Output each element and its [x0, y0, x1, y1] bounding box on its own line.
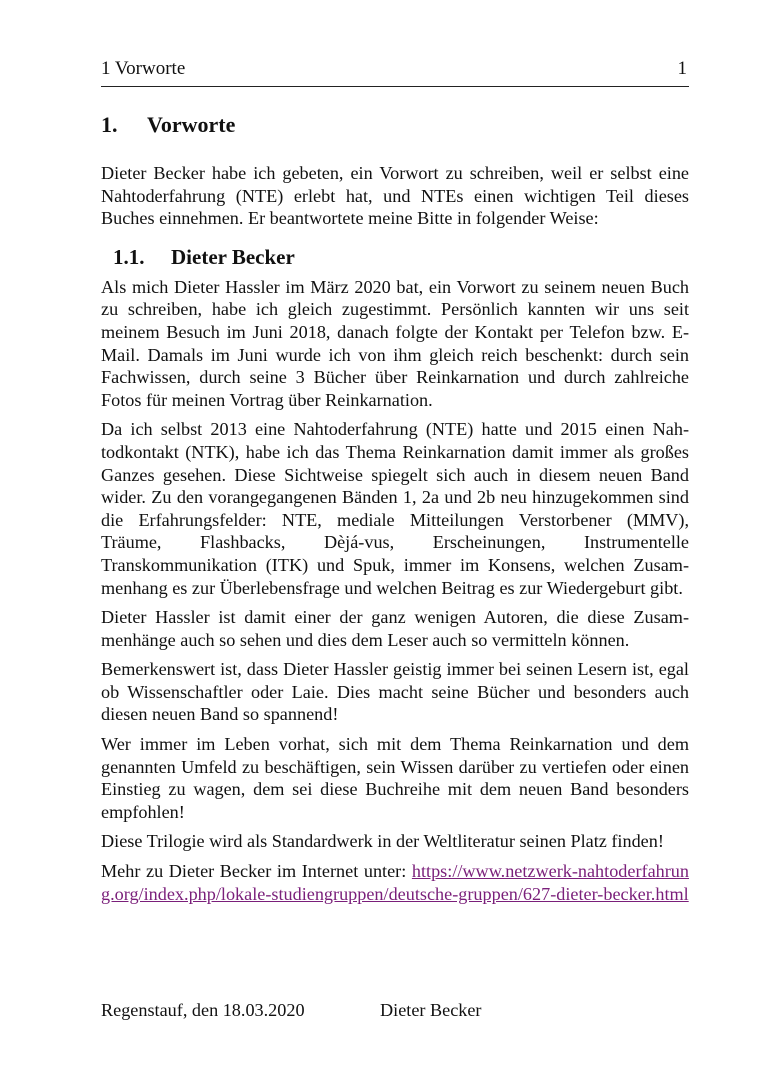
running-header-chapter: 1 Vorworte — [101, 58, 186, 79]
chapter-heading-title: Vorworte — [147, 112, 236, 137]
more-info-text: Mehr zu Dieter Becker im Internet unter: — [101, 861, 412, 882]
signature-name: Dieter Becker — [380, 1000, 482, 1020]
page-number: 1 — [677, 58, 687, 79]
section-heading-number: 1.1. — [113, 244, 145, 269]
intro-paragraph: Dieter Becker habe ich gebeten, ein Vorwort zu schreiben, weil er selbst eine Nahtoderfahrung (NTE) erlebt hat, und NTEs einen wichtigen Teil dieses Buches einnehmen. Er beantwortete meine Bitte in folgender Weise: — [101, 163, 689, 229]
signature-place-date: Regenstauf, den 18.03.2020 — [101, 1000, 305, 1020]
chapter-heading — [101, 112, 689, 138]
body-paragraph: Als mich Dieter Hassler im März 2020 bat, ein Vorwort zu seinem neuen Buch zu schreiben, habe ich gleich zugestimmt. Persönlich kannten wir uns seit meinem Besuch im Juni 2018, danach folgte der Kontakt per Telefon bzw. E-Mail. Damals im Juni wurde ich von ihm gleich reich beschenkt: durch sein Fachwissen, durch seine 3 Bücher über Reinkarnation und durch zahlreiche Fotos für meinen Vortrag über Reinkarnation. — [101, 276, 689, 410]
body-paragraph: Dieter Hassler ist damit einer der ganz wenigen Autoren, die diese Zusammenhänge auch so sehen und dies dem Leser auch so vermitteln können. — [101, 607, 689, 650]
more-info-paragraph — [101, 860, 689, 905]
running-header — [101, 58, 689, 87]
page-content — [101, 112, 689, 912]
chapter-heading-number: 1. — [101, 112, 118, 137]
section-heading — [113, 244, 689, 270]
section-heading-title: Dieter Becker — [171, 244, 295, 269]
body-paragraph: Da ich selbst 2013 eine Nahtoderfahrung (NTE) hatte und 2015 einen Nahtodkontakt (NTK), habe ich das Thema Reinkarnation damit immer als großes Ganzes gesehen. Diese Sichtweise spiegelt sich auch in diesem neuen Band wider. Zu den vorangegangenen Bänden 1, 2a und 2b neu hinzugekommen sind die Erfahrungsfelder: NTE, mediale Mitteilungen Verstorbener (MMV), Träume, Flashbacks, Dèjá-vus, Erscheinungen, Instrumentelle Transkommunikation (ITK) und Spuk, immer im Konsens, welchen Zusammenhang es zur Überlebensfrage und welchen Beitrag es zur Wiedergeburt gibt. — [101, 419, 689, 598]
body-paragraph: Diese Trilogie wird als Standardwerk in der Weltliteratur seinen Platz finden! — [101, 831, 664, 852]
profile-link[interactable]: https://www.netzwerk-nahtoderfahrung.org/index.php/lokale-studiengruppen/deutsche-gruppen/627-dieter-becker.html — [101, 861, 689, 904]
body-paragraph: Wer immer im Leben vorhat, sich mit dem Thema Reinkarnation und dem genannten Umfeld zu beschäftigen, sein Wissen darüber zu vertiefen oder einen Einstieg zu wagen, dem sei diese Buchreihe mit dem neuen Band besonders empfohlen! — [101, 734, 689, 822]
body-paragraph: Bemerkenswert ist, dass Dieter Hassler geistig immer bei seinen Lesern ist, egal ob Wissenschaftler oder Laie. Dies macht seine Bücher und besonders auch diesen neuen Band so spannend! — [101, 659, 689, 725]
